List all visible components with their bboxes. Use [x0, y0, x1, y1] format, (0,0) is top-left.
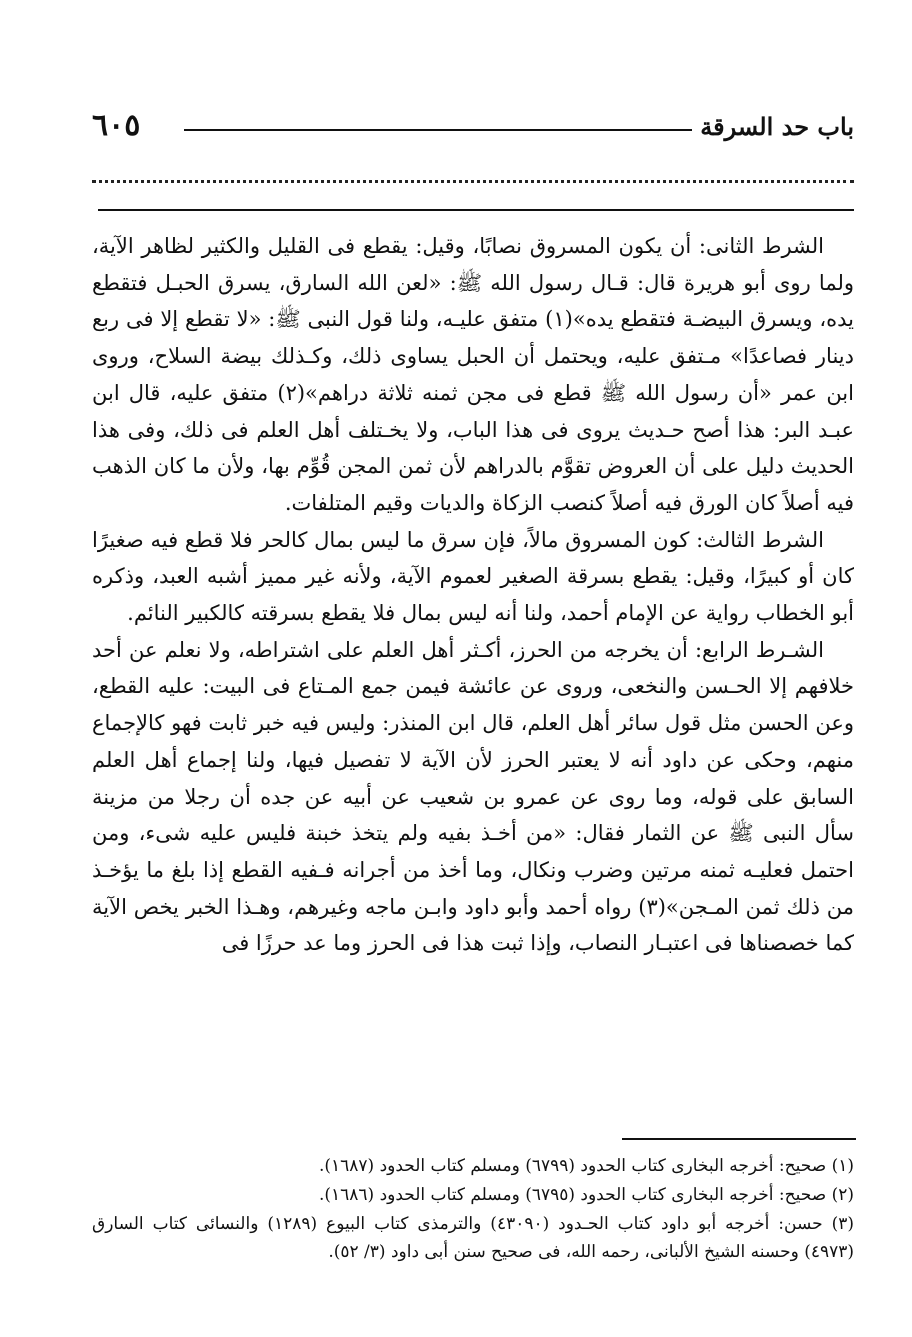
- paragraph-condition-3: الشرط الثالث: كون المسروق مالاً، فإن سرق ما ليس بمال كالحر فلا قطع فيه صغيرًا كان أو كبيرًا، وقيل: يقطع بسرقة الصغير لعموم الآية، ولأنه غير مميز أشبه العبد، وذكره أبو الخطاب رواية عن الإمام أحمد، ولنا أنه ليس بمال فلا يقطع بسرقته كالكبير النائم.: [92, 527, 854, 626]
- footnote-1: (١) صحيح: أخرجه البخارى كتاب الحدود (٦٧٩٩) ومسلم كتاب الحدود (١٦٨٧).: [318, 1156, 854, 1176]
- dotted-separator: [92, 166, 854, 183]
- page-number: ٦٠٥: [92, 108, 141, 143]
- running-header: [92, 108, 854, 148]
- top-rule: [98, 209, 854, 211]
- footnote-rule: [622, 1138, 856, 1140]
- paragraph-condition-4: الشـرط الرابع: أن يخرجه من الحرز، أكـثر أهل العلم على اشتراطه، ولا نعلم عن أحد خلافهم إلا الحـسن والنخعى، وروى عن عائشة فيمن جمع المـتاع فى البيت: عليه القطع، وعن الحسن مثل قول سائر أهل العلم، قال ابن المنذر: وليس فيه خبر ثابت فهو كالإجماع منهم، وحكى عن داود أنه لا يعتبر الحرز لأن الآية لا تفصيل فيها، ولنا إجماع أهل العلم السابق على قوله، وما روى عن عمرو بن شعيب عن أبيه عن جده أن رجلا من مزينة سأل النبى ﷺ عن الثمار فقال: «من أخـذ بفيه ولم يتخذ خبنة فليس عليه شىء، ومن احتمل فعليـه ثمنه مرتين وضرب ونكال، وما أخذ من أجرانه فـفيه القطع إذا بلغ ما يؤخـذ من ذلك ثمن المـجن»(٣) رواه أحمد وأبو داود وابـن ماجه وغيرهم، وهـذا الخبر يخص الآية كما خصصناها فى اعتبـار النصاب، وإذا ثبت هذا فى الحرز وما عد حرزًا فى: [92, 637, 854, 956]
- main-text: [92, 228, 854, 962]
- chapter-title: باب حد السرقة: [700, 112, 854, 141]
- paragraph-condition-2: الشرط الثانى: أن يكون المسروق نصابًا، وقيل: يقطع فى القليل والكثير لظاهر الآية، ولما روى أبو هريرة قال: قـال رسول الله ﷺ: «لعن الله السارق، يسرق الحبـل فتقطع يده، ويسرق البيضـة فتقطع يده»(١) متفق عليـه، ولنا قول النبى ﷺ: «لا تقطع إلا فى ربع دينار فصاعدًا» مـتفق عليه، ويحتمل أن الحبل يساوى ذلك، وكـذلك بيضة السلاح، وروى ابن عمر «أن رسول الله ﷺ قطع فى مجن ثمنه ثلاثة دراهم»(٢) متفق عليه، قال ابن عبـد البر: هذا أصح حـديث يروى فى هذا الباب، ولا يخـتلف أهل العلم فى ذلك، وفى هذا الحديث دليل على أن العروض تقوَّم بالدراهم لأن ثمن المجن قُوِّم بها، ولأن ما كان الذهب فيه أصلاً كان الورق فيه أصلاً كنصب الزكاة والديات وقيم المتلفات.: [92, 234, 855, 515]
- header-rule: [184, 129, 692, 131]
- footnote-2: (٢) صحيح: أخرجه البخارى كتاب الحدود (٦٧٩٥) ومسلم كتاب الحدود (١٦٨٦).: [318, 1184, 854, 1205]
- footnote-3: (٣) حسن: أخرجه أبو داود كتاب الحـدود (٤٣٠٩٠) والترمذى كتاب البيوع (١٢٨٩) والنسائى كتاب السارق (٤٩٧٣) وحسنه الشيخ الألبانى، رحمه الله، فى صحيح سنن أبى داود (٣/ ٥٢).: [92, 1213, 854, 1263]
- footnotes: [92, 1152, 854, 1267]
